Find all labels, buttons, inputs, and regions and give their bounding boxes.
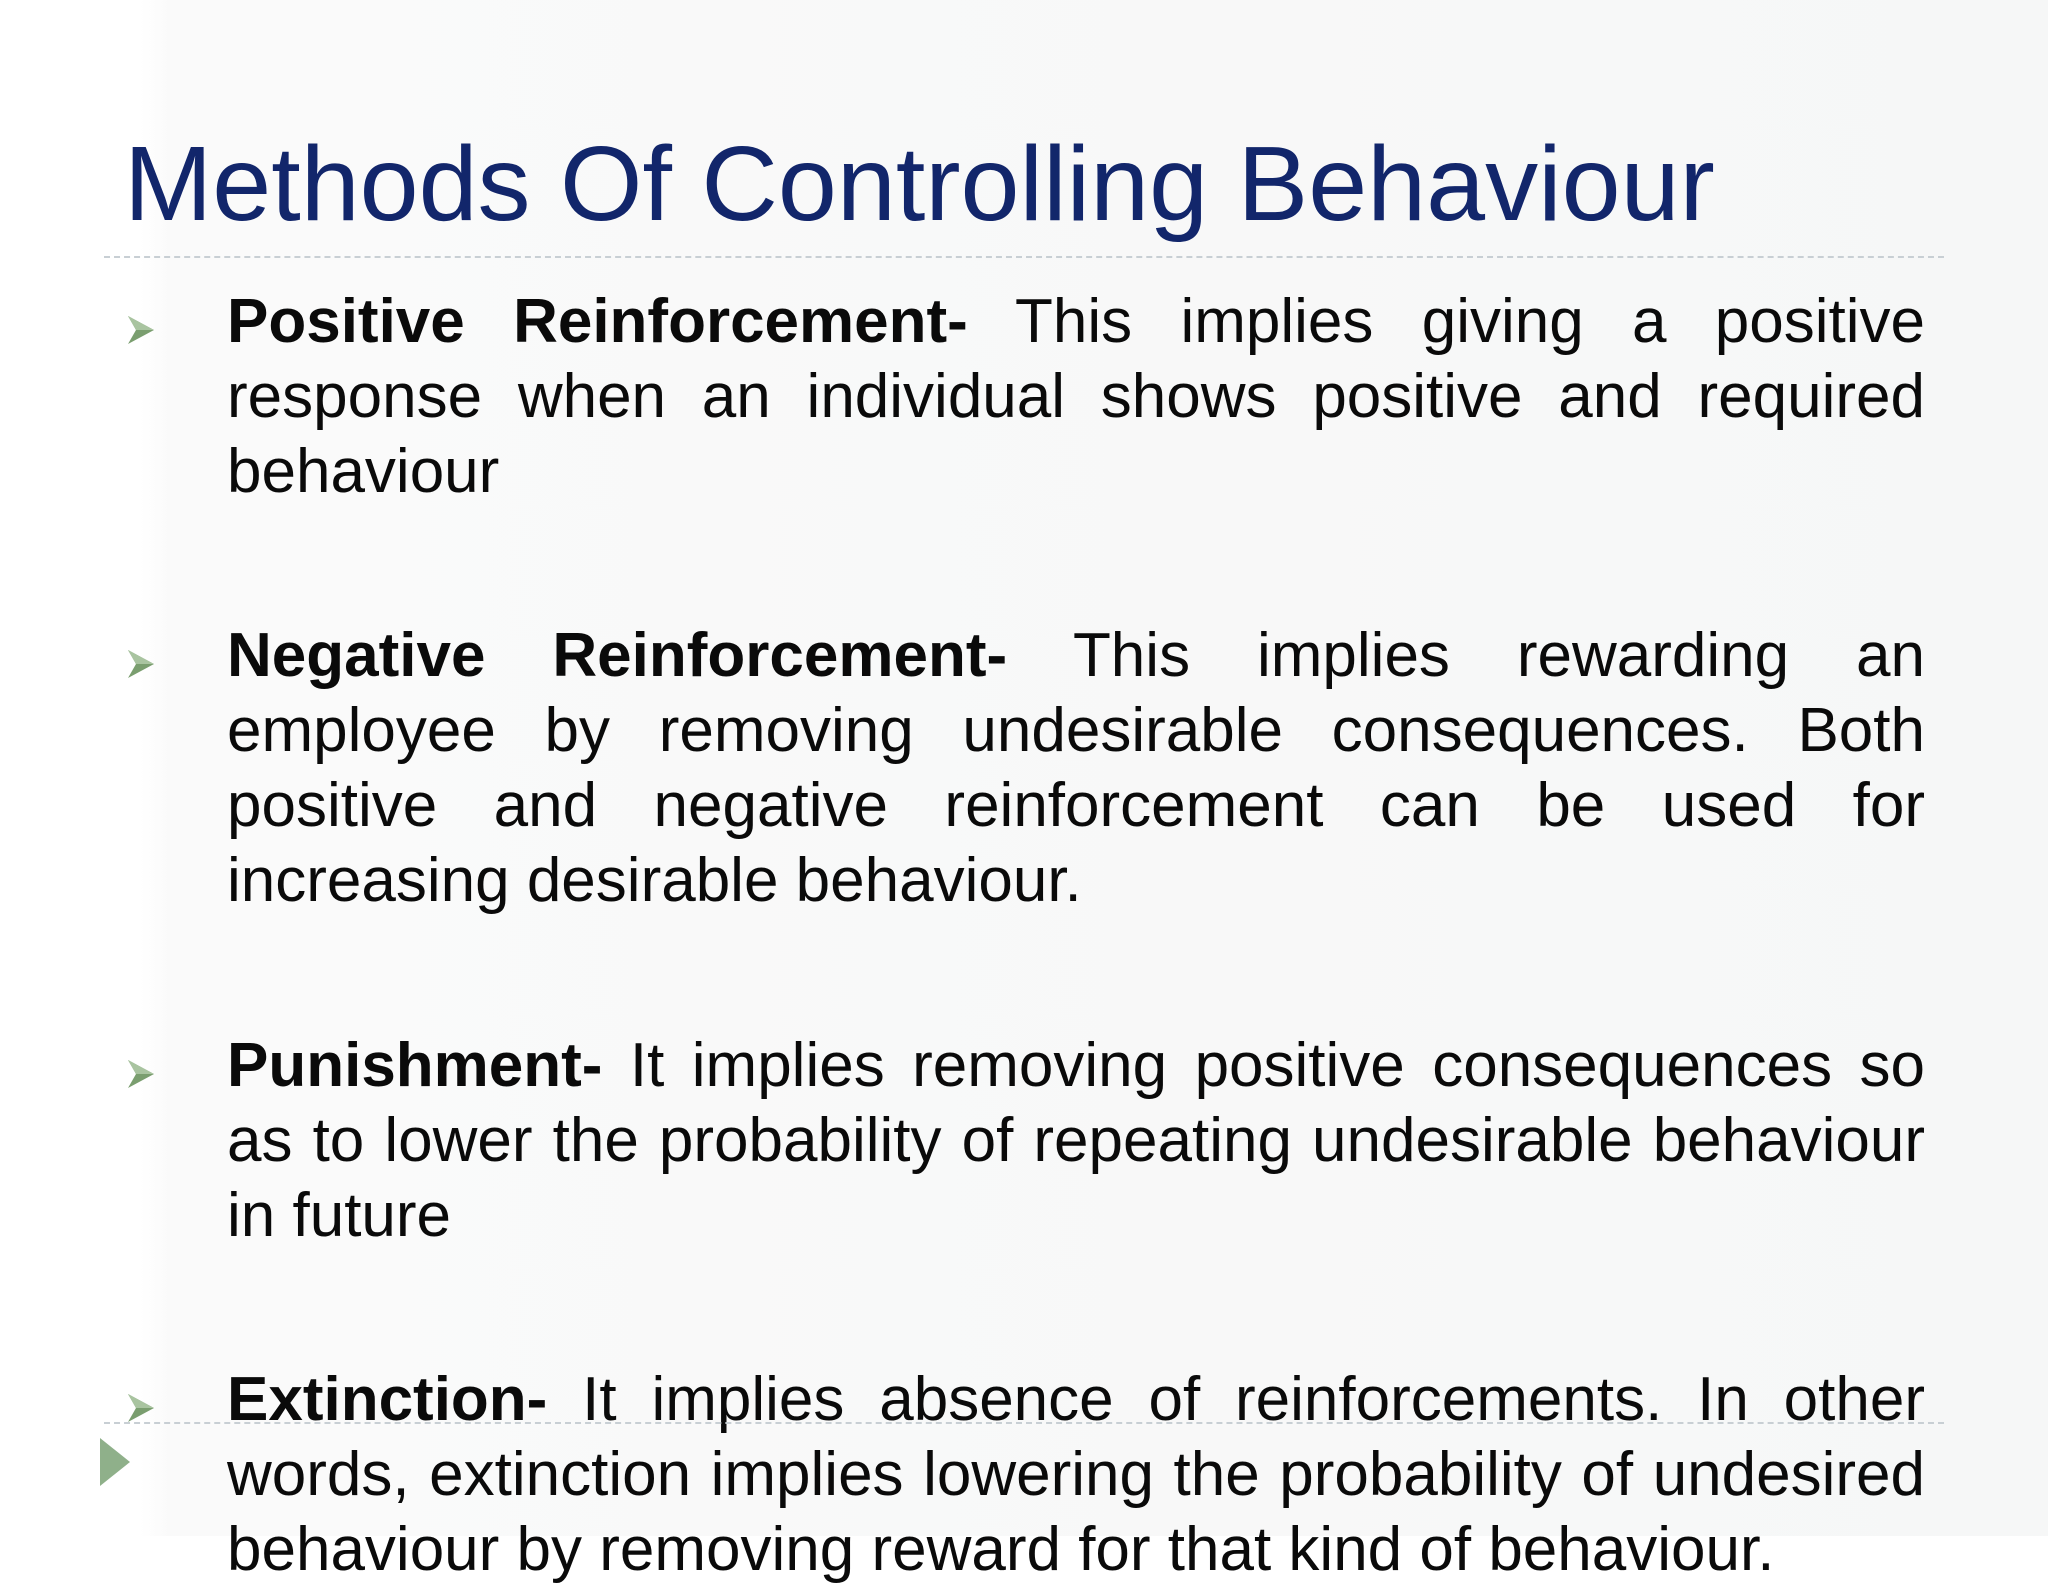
slide-title: Methods Of Controlling Behaviour [124,125,1715,243]
bullet-term: Extinction- [227,1365,548,1434]
bullet-description: It implies absence of reinforcements. In other words, extinction implies lowering the probability of undesired behaviour by removing reward for that kind of behaviour. [227,1365,1925,1584]
bullet-text [227,1028,1925,1253]
bullet-text [227,618,1925,918]
bullet-description: This implies giving a positive response when an individual shows positive and required behaviour [227,287,1926,506]
bullet-description: It implies removing positive consequences so as to lower the probability of repeating undesirable behaviour in future [227,1031,1925,1250]
footer-divider [104,1422,1944,1424]
bullet-term: Negative Reinforcement- [227,621,1008,690]
bullet-description: This implies rewarding an employee by removing undesirable consequences. Both positive and negative reinforcement can be used for increasing desirable behaviour. [227,621,1925,915]
play-triangle-icon [100,1438,130,1486]
bullet-term: Positive Reinforcement- [227,287,968,356]
bullet-text [227,1362,1925,1587]
arrow-bullet-icon [126,1392,156,1424]
arrow-bullet-icon [126,314,156,346]
bullet-term: Punishment- [227,1031,603,1100]
arrow-bullet-icon [126,648,156,680]
arrow-bullet-icon [126,1058,156,1090]
bullet-text [227,284,1925,509]
